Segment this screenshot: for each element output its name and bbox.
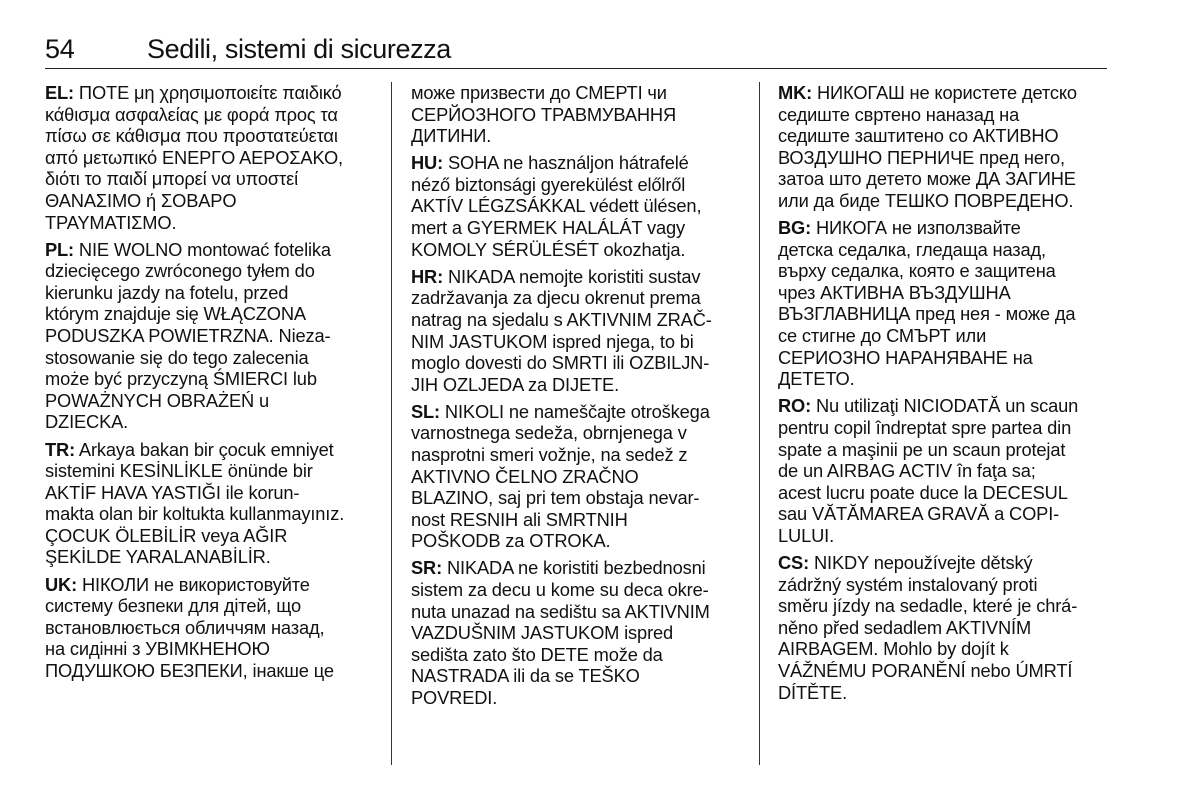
text-line-content: którym znajduje się WŁĄCZONA (45, 303, 306, 325)
text-line (411, 152, 743, 174)
text-line (778, 104, 1110, 126)
text-line (45, 212, 375, 234)
text-line (45, 104, 375, 126)
text-line-content: dziecięcego zwróconego tyłem do (45, 260, 315, 282)
column-divider (759, 82, 760, 765)
text-line-content: NIKADA nemojte koristiti sustav (443, 265, 701, 287)
text-line-content: może być przyczyną ŚMIERCI lub (45, 368, 317, 390)
text-line-content: de un AIRBAG ACTIV în faţa sa; (778, 460, 1036, 482)
warning-paragraph (411, 82, 743, 147)
text-line (411, 82, 743, 104)
text-line (411, 665, 743, 687)
text-line-content: nost RESNIH ali SMRTNIH (411, 508, 628, 530)
text-line-content: spate a maşinii pe un scaun protejat (778, 438, 1066, 460)
warning-paragraph (411, 152, 743, 260)
text-line-content: или да биде ТЕШКО ПОВРЕДЕНО. (778, 189, 1074, 211)
text-line-content: LULUI. (778, 524, 834, 546)
text-line (778, 82, 1110, 104)
page-number: 54 (45, 34, 75, 64)
text-line (411, 287, 743, 309)
text-line (45, 595, 375, 617)
text-line-content: NIKOLI ne nameščajte otroškega (440, 400, 710, 422)
language-code: HR: (411, 265, 444, 287)
text-line (45, 503, 375, 525)
text-line-content: СЕРИОЗНО НАРАНЯВАНЕ на (778, 346, 1033, 368)
text-line-content: mert a GYERMEK HALÁLÁT vagy (411, 217, 685, 239)
warning-paragraph (778, 552, 1110, 703)
text-line (778, 439, 1110, 461)
text-line (778, 503, 1110, 525)
text-line (411, 374, 743, 396)
text-line (45, 282, 375, 304)
text-line-content: върху седалка, която е защитена (778, 260, 1056, 282)
language-code: CS: (778, 551, 810, 573)
text-line-content: pentru copil îndreptat spre partea din (778, 416, 1072, 438)
text-line (778, 147, 1110, 169)
language-code: RO: (778, 395, 812, 417)
warning-paragraph (778, 217, 1110, 390)
text-line-content: СЕРЙОЗНОГО ТРАВМУВАННЯ (411, 103, 677, 125)
text-line (411, 530, 743, 552)
text-line-content: чрез АКТИВНА ВЪЗДУШНА (778, 281, 1011, 303)
text-line (45, 525, 375, 547)
text-line-content: може призвести до СМЕРТІ чи (411, 82, 667, 103)
text-line-content: систему безпеки для дітей, що (45, 595, 301, 617)
text-line-content: POWAŻNYCH OBRAŻEŃ u (45, 389, 269, 411)
text-line (778, 325, 1110, 347)
text-line-content: ÇOCUK ÖLEBİLİR veya AĞIR (45, 524, 288, 546)
text-line (411, 331, 743, 353)
text-line-content: ПОДУШКОЮ БЕЗПЕКИ, інакше це (45, 659, 334, 681)
warning-paragraph (45, 439, 375, 569)
text-line-content: се стигне до СМЪРТ или (778, 325, 987, 347)
text-line (411, 217, 743, 239)
text-line (45, 482, 375, 504)
text-line-content: néző biztonsági gyerekülést előlről (411, 173, 686, 195)
text-line-content: BLAZINO, saj pri tem obstaja nevar- (411, 487, 700, 509)
text-line-content: makta olan bir koltukta kullanmayınız. (45, 503, 345, 525)
text-line (45, 460, 375, 482)
text-line-content: něno před sedadlem AKTIVNÍM (778, 616, 1032, 638)
text-line (45, 347, 375, 369)
text-line-content: AKTIVNO ČELNO ZRAČNO (411, 465, 639, 487)
text-line (45, 125, 375, 147)
text-line (411, 466, 743, 488)
text-line-content: zádržný systém instalovaný proti (778, 573, 1038, 595)
text-line-content: AIRBAGEM. Mohlo by dojít k (778, 638, 1009, 660)
language-code: BG: (778, 217, 812, 239)
text-line (411, 487, 743, 509)
text-line-content: VÁŽNÉMU PORANĚNÍ nebo ÚMRTÍ (778, 659, 1073, 681)
text-line (45, 239, 375, 261)
text-line (778, 282, 1110, 304)
text-line (778, 595, 1110, 617)
text-line (778, 190, 1110, 212)
warning-paragraph (45, 239, 375, 433)
text-line-content: НИКОГАШ не користете детско (812, 82, 1077, 103)
text-line-content: ВОЗДУШНО ПЕРНИЧЕ пред него, (778, 146, 1065, 168)
text-column-2 (411, 82, 743, 714)
text-line (778, 239, 1110, 261)
text-line-content: седиште свртено наназад на (778, 103, 1020, 125)
text-line (411, 352, 743, 374)
text-line-content: sau VĂTĂMAREA GRAVĂ a COPI- (778, 503, 1060, 525)
text-line-content: sedišta zato što DETE može da (411, 643, 663, 665)
text-line (45, 546, 375, 568)
text-line-content: на сидінні з УВІМКНЕНОЮ (45, 638, 270, 660)
text-line-content: směru jízdy na sedadle, které je chrá- (778, 595, 1078, 617)
text-line (411, 104, 743, 126)
text-line-content: DÍTĚTE. (778, 681, 848, 703)
language-code: TR: (45, 438, 76, 460)
column-divider (391, 82, 392, 765)
language-code: PL: (45, 238, 74, 260)
text-line (411, 422, 743, 444)
text-line (411, 239, 743, 261)
text-line-content: sistem za decu u kome su deca okre- (411, 579, 709, 601)
text-line-content: διότι το παιδί μπορεί να υποστεί (45, 168, 298, 190)
text-line (778, 347, 1110, 369)
text-line-content: Arkaya bakan bir çocuk emniyet (75, 438, 334, 460)
text-line-content: VAZDUŠNIM JASTUKOM ispred (411, 622, 674, 644)
warning-paragraph (778, 395, 1110, 546)
text-line (778, 417, 1110, 439)
text-line-content: ΤΡΑΥΜΑΤΙΣΜΟ. (45, 211, 177, 233)
text-line-content: детска седалка, гледаща назад, (778, 238, 1046, 260)
text-line (778, 638, 1110, 660)
text-line (411, 644, 743, 666)
text-line (45, 260, 375, 282)
language-code: HU: (411, 152, 444, 174)
text-line (411, 195, 743, 217)
text-line-content: zadržavanja za djecu okrenut prema (411, 287, 701, 309)
text-column-1 (45, 82, 375, 687)
text-line-content: kierunku jazdy na fotelu, przed (45, 281, 289, 303)
text-line-content: AKTİF HAVA YASTIĞI ile korun- (45, 481, 300, 503)
warning-paragraph (411, 266, 743, 396)
text-line (778, 525, 1110, 547)
text-line (778, 368, 1110, 390)
language-code: SR: (411, 557, 443, 579)
text-line (45, 303, 375, 325)
text-line-content: από μετωπικό ΕΝΕΡΓΟ ΑΕΡΟΣΑΚΟ, (45, 146, 343, 168)
text-line-content: NIE WOLNO montować fotelika (74, 238, 331, 260)
text-line (45, 439, 375, 461)
text-line (411, 125, 743, 147)
text-line (411, 266, 743, 288)
text-line-content: NIM JASTUKOM ispred njega, to bi (411, 330, 694, 352)
text-line (411, 174, 743, 196)
text-line-content: ŞEKİLDE YARALANABİLİR. (45, 546, 271, 568)
text-line (45, 147, 375, 169)
text-line-content: πίσω σε κάθισμα που προστατεύεται (45, 125, 338, 147)
text-line-content: AKTÍV LÉGZSÁKKAL védett ülésen, (411, 195, 702, 217)
text-line (45, 617, 375, 639)
language-code: EL: (45, 82, 74, 103)
text-line-content: sistemini KESİNLİKLE önünde bir (45, 460, 313, 482)
text-line (778, 125, 1110, 147)
text-line-content: κάθισμα ασφαλείας με φορά προς τα (45, 103, 338, 125)
text-line-content: NIKADA ne koristiti bezbednosni (442, 557, 706, 579)
text-line-content: natrag na sjedalu s AKTIVNIM ZRAČ- (411, 308, 712, 330)
text-line-content: NASTRADA ili da se TEŠKO (411, 665, 640, 687)
text-line-content: ДЕТЕТО. (778, 368, 855, 390)
text-line (778, 617, 1110, 639)
text-line (778, 682, 1110, 704)
text-line (778, 660, 1110, 682)
text-line (45, 168, 375, 190)
page-header (45, 28, 1107, 69)
text-line-content: ΠΟΤΕ μη χρησιμοποιείτε παιδικό (74, 82, 342, 103)
text-line (778, 303, 1110, 325)
text-line-content: Nu utilizaţi NICIODATĂ un scaun (811, 395, 1079, 417)
text-line (778, 395, 1110, 417)
text-line-content: PODUSZKA POWIETRZNA. Nieza- (45, 325, 331, 347)
text-line-content: ДИТИНИ. (411, 125, 492, 147)
text-line (411, 687, 743, 709)
text-line (411, 444, 743, 466)
text-line (778, 217, 1110, 239)
text-line-content: седиште заштитено со АКТИВНО (778, 125, 1059, 147)
language-code: MK: (778, 82, 813, 103)
text-line (411, 557, 743, 579)
language-code: UK: (45, 573, 78, 595)
text-line (411, 601, 743, 623)
text-line (778, 552, 1110, 574)
text-line-content: POŠKODB za OTROKA. (411, 530, 611, 552)
text-line-content: nasprotni smeri vožnje, na sedež z (411, 444, 688, 465)
text-line (45, 190, 375, 212)
text-line-content: НИКОГА не използвайте (811, 217, 1021, 239)
warning-paragraph (45, 82, 375, 233)
text-line (45, 325, 375, 347)
text-line (778, 460, 1110, 482)
text-line (411, 622, 743, 644)
text-line-content: POVREDI. (411, 687, 498, 709)
text-line (45, 82, 375, 104)
text-line (45, 638, 375, 660)
text-line-content: затоа што детето може ДА ЗАГИНЕ (778, 168, 1076, 190)
text-line-content: встановлюється обличчям назад, (45, 616, 325, 638)
text-line (411, 401, 743, 423)
warning-paragraph (411, 557, 743, 708)
text-line-content: DZIECKA. (45, 411, 129, 433)
warning-paragraph (45, 574, 375, 682)
section-title: Sedili, sistemi di sicurezza (147, 34, 451, 64)
warning-paragraph (778, 82, 1110, 212)
text-line-content: НІКОЛИ не використовуйте (77, 573, 310, 595)
language-code: SL: (411, 400, 440, 422)
text-line (778, 574, 1110, 596)
text-line (45, 574, 375, 596)
text-line-content: stosowanie się do tego zalecenia (45, 346, 309, 368)
text-line (778, 168, 1110, 190)
text-line (45, 390, 375, 412)
text-line-content: ΘΑΝΑΣΙΜΟ ή ΣΟΒΑΡΟ (45, 189, 237, 211)
text-line-content: ВЪЗГЛАВНИЦА пред нея - може да (778, 303, 1076, 325)
text-line (411, 509, 743, 531)
text-line (45, 411, 375, 433)
warning-paragraph (411, 401, 743, 552)
text-line-content: JIH OZLJEDA za DIJETE. (411, 373, 619, 395)
text-line-content: varnostnega sedeža, obrnjenega v (411, 422, 687, 444)
text-line (411, 309, 743, 331)
text-line-content: SOHA ne használjon hátrafelé (443, 152, 689, 174)
text-line-content: NIKDY nepoužívejte dětský (809, 551, 1033, 573)
text-line (45, 660, 375, 682)
text-line (778, 482, 1110, 504)
text-line-content: moglo dovesti do SMRTI ili OZBILJN- (411, 352, 710, 374)
text-line (411, 579, 743, 601)
text-line-content: KOMOLY SÉRÜLÉSÉT okozhatja. (411, 238, 686, 260)
text-column-3 (778, 82, 1110, 709)
text-line-content: acest lucru poate duce la DECESUL (778, 481, 1068, 503)
text-line-content: nuta unazad na sedištu sa AKTIVNIM (411, 600, 710, 622)
text-line (778, 260, 1110, 282)
text-line (45, 368, 375, 390)
